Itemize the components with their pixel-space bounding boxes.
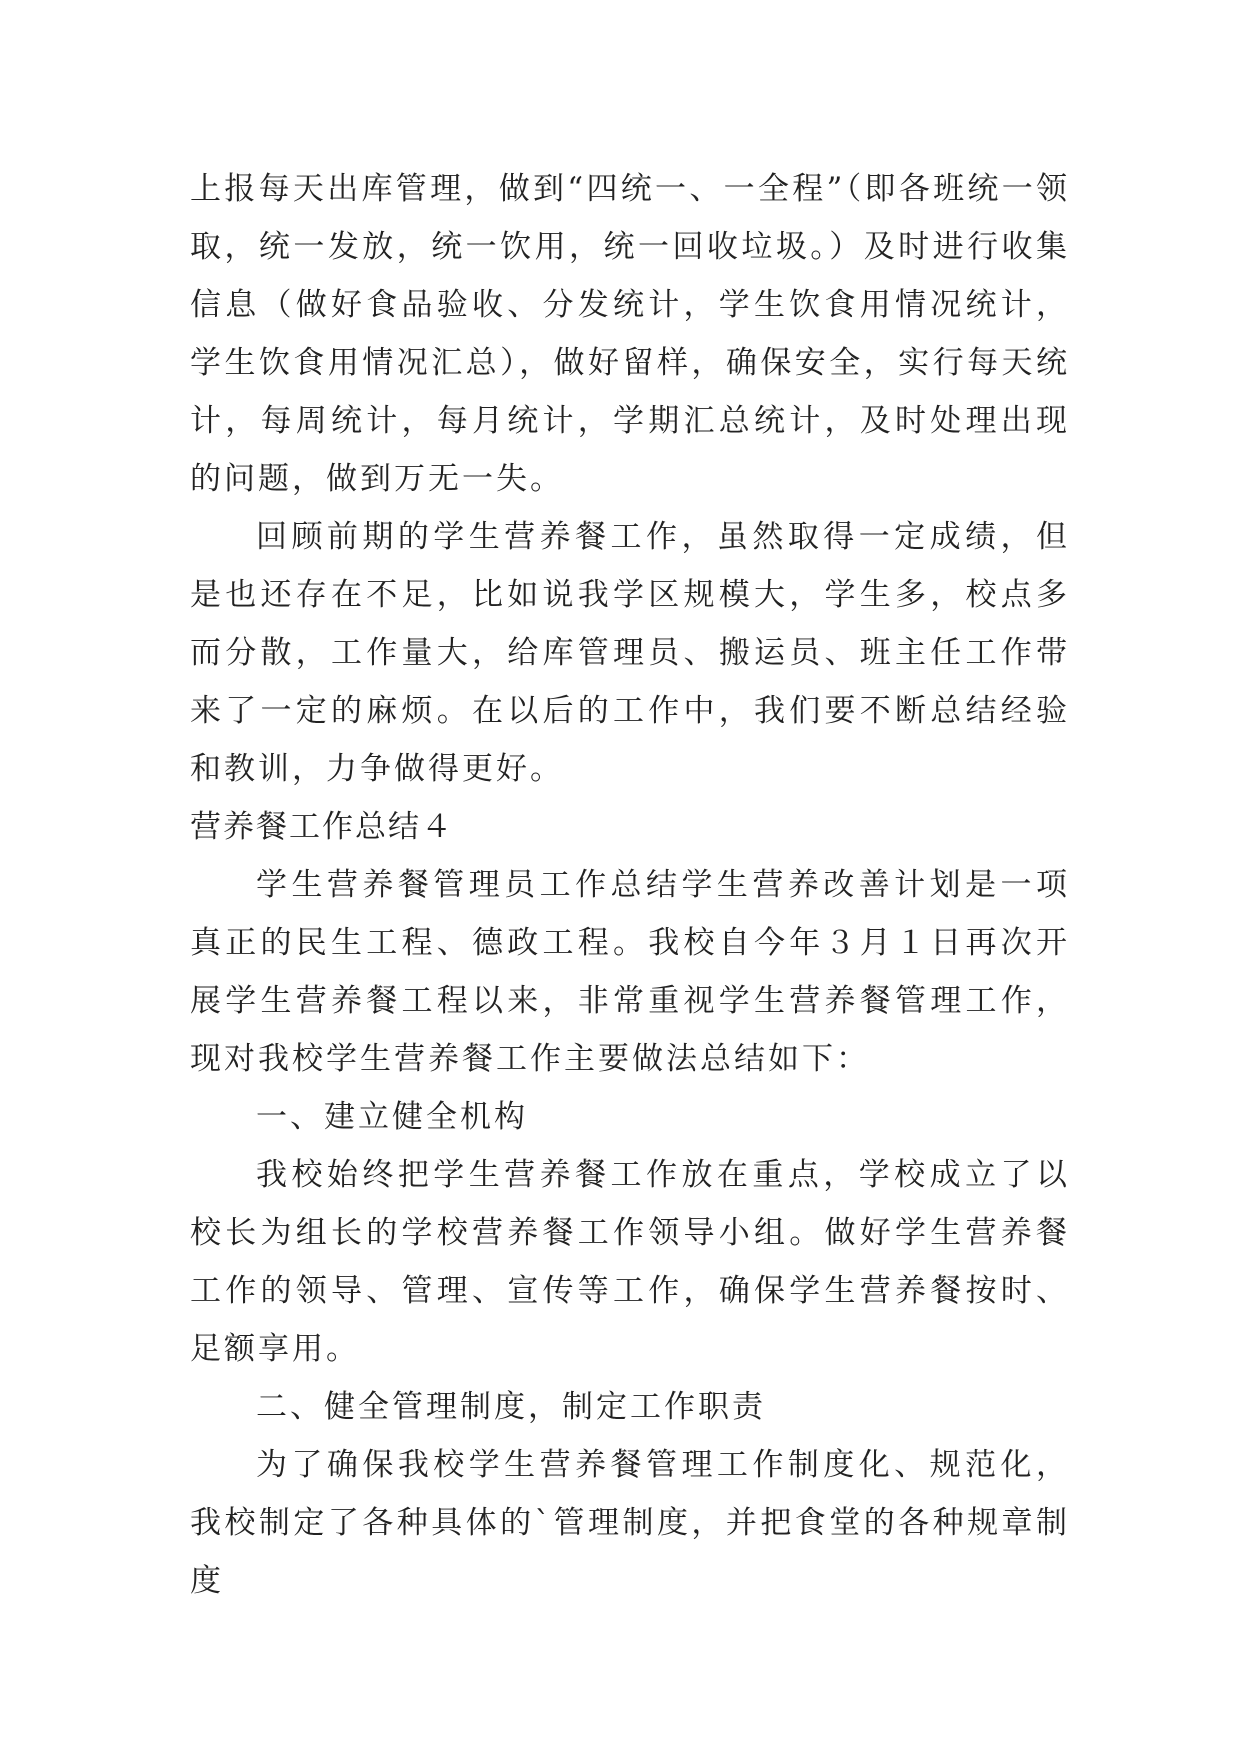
paragraph-4: 我校始终把学生营养餐工作放在重点，学校成立了以校长为组长的学校营养餐工作领导小组。做好学生营养餐工作的领导、管理、宣传等工作，确保学生营养餐按时、足额享用。 [190, 1157, 1070, 1367]
section-title-4: 营养餐工作总结４ [190, 809, 454, 845]
document-body [190, 160, 1070, 1610]
paragraph-1: 上报每天出库管理，做到“四统一、一全程”（即各班统一领取，统一发放，统一饮用，统一回收垃圾。）及时进行收集信息（做好食品验收、分发统计，学生饮食用情况统计，学生饮食用情况汇总），做好留样，确保安全，实行每天统计，每周统计，每月统计，学期汇总统计，及时处理出现的问题，做到万无一失。 [190, 171, 1070, 497]
paragraph-3: 学生营养餐管理员工作总结学生营养改善计划是一项真正的民生工程、德政工程。我校自今年３月１日再次开展学生营养餐工程以来，非常重视学生营养餐管理工作，现对我校学生营养餐工作主要做法总结如下： [190, 867, 1070, 1077]
subheading-1: 一、建立健全机构 [256, 1099, 528, 1135]
paragraph-2: 回顾前期的学生营养餐工作，虽然取得一定成绩，但是也还存在不足，比如说我学区规模大，学生多，校点多而分散，工作量大，给库管理员、搬运员、班主任工作带来了一定的麻烦。在以后的工作中，我们要不断总结经验和教训，力争做得更好。 [190, 519, 1070, 787]
subheading-2: 二、健全管理制度，制定工作职责 [256, 1389, 766, 1425]
paragraph-5: 为了确保我校学生营养餐管理工作制度化、规范化，我校制定了各种具体的`管理制度，并把食堂的各种规章制度 [190, 1447, 1070, 1599]
